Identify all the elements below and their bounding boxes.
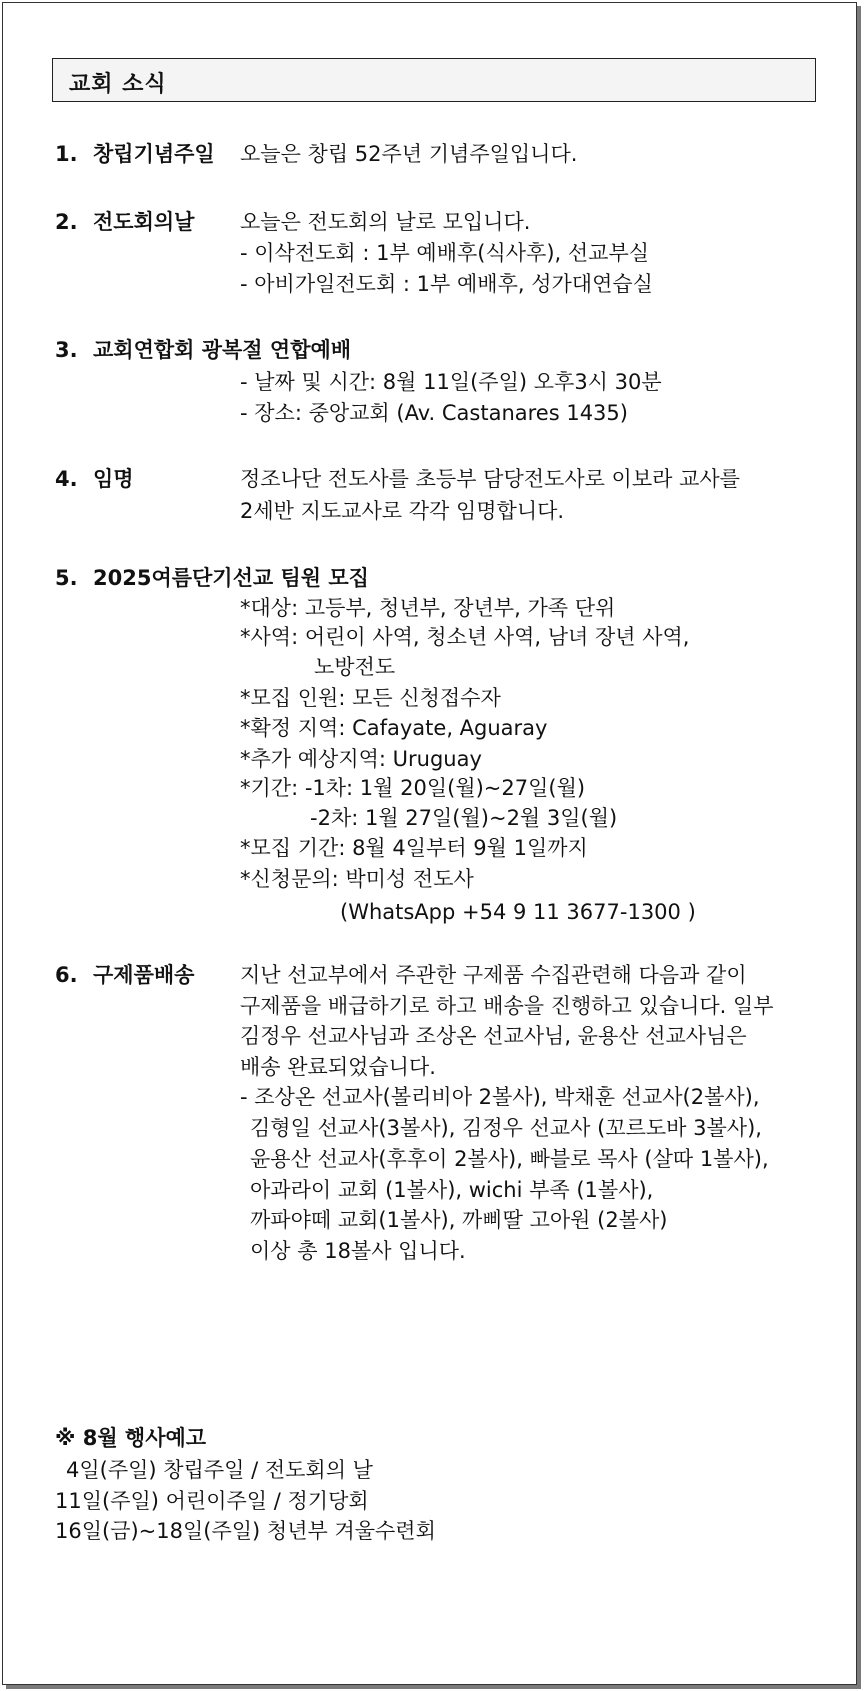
item-6-title: 구제품배송 [93,963,195,987]
item-5-line: *기간: -1차: 1월 20일(월)~27일(월) [240,776,586,800]
events-title: ※ 8월 행사예고 [55,1426,207,1450]
item-4-line: 정조나단 전도사를 초등부 담당전도사로 이보라 교사를 [240,467,740,491]
item-5-line: *모집 기간: 8월 4일부터 9월 1일까지 [240,836,588,860]
item-6-line: - 조상온 선교사(볼리비아 2볼사), 박채훈 선교사(2볼사), [240,1085,760,1109]
item-2-line: 오늘은 전도회의 날로 모입니다. [240,210,531,234]
item-6-line: 구제품을 배급하기로 하고 배송을 진행하고 있습니다. 일부 [240,994,774,1018]
item-5-line: 노방전도 [314,655,396,679]
item-3-line: - 날짜 및 시간: 8월 11일(주일) 오후3시 30분 [240,370,662,394]
item-5-line: *신청문의: 박미성 전도사 [240,867,474,891]
item-5-line: *대상: 고등부, 청년부, 장년부, 가족 단위 [240,596,616,620]
item-2-title: 전도회의날 [93,210,195,234]
item-1-title: 창립기념주일 [93,142,215,166]
item-6-line: 김정우 선교사님과 조상온 선교사님, 윤용산 선교사님은 [240,1024,747,1048]
item-2-number: 2. [55,210,78,234]
item-3-line: - 장소: 중앙교회 (Av. Castanares 1435) [240,401,628,425]
item-4-line: 2세반 지도교사로 각각 임명합니다. [240,499,565,523]
item-5-title: 2025여름단기선교 팀원 모집 [93,566,369,590]
item-5-line: *모집 인원: 모든 신청접수자 [240,686,501,710]
event-line: 11일(주일) 어린이주일 / 정기당회 [55,1489,369,1513]
item-5-number: 5. [55,566,78,590]
item-6-line: 아과라이 교회 (1볼사), wichi 부족 (1볼사), [250,1178,654,1202]
section-title: 교회 소식 [69,72,167,97]
item-6-line: 까파야떼 교회(1볼사), 까삐딸 고아원 (2볼사) [250,1208,668,1232]
item-6-line: 지난 선교부에서 주관한 구제품 수집관련해 다음과 같이 [240,963,747,987]
item-2-line: - 이삭전도회 : 1부 예배후(식사후), 선교부실 [240,241,650,265]
item-3-title: 교회연합회 광복절 연합예배 [93,338,352,362]
item-5-line: *추가 예상지역: Uruguay [240,747,482,771]
item-5-line: *확정 지역: Cafayate, Aguaray [240,716,548,740]
item-5-line: -2차: 1월 27일(월)~2월 3일(월) [310,806,618,830]
item-6-line: 김형일 선교사(3볼사), 김정우 선교사 (꼬르도바 3볼사), [250,1116,762,1140]
event-line: 4일(주일) 창립주일 / 전도회의 날 [66,1458,373,1482]
section-header [52,58,816,102]
item-6-line: 이상 총 18볼사 입니다. [250,1239,466,1263]
event-line: 16일(금)~18일(주일) 청년부 겨울수련회 [55,1519,436,1543]
item-1-number: 1. [55,142,78,166]
item-4-number: 4. [55,467,78,491]
item-4-title: 임명 [93,467,134,491]
item-3-number: 3. [55,338,78,362]
item-5-line: *사역: 어린이 사역, 청소년 사역, 남녀 장년 사역, [240,625,690,649]
item-6-number: 6. [55,963,78,987]
item-6-line: 윤용산 선교사(후후이 2볼사), 빠블로 목사 (살따 1볼사), [250,1147,769,1171]
item-5-line: (WhatsApp +54 9 11 3677-1300 ) [340,900,696,924]
item-1-line: 오늘은 창립 52주년 기념주일입니다. [240,142,578,166]
item-2-line: - 아비가일전도회 : 1부 예배후, 성가대연습실 [240,272,653,296]
item-6-line: 배송 완료되었습니다. [240,1055,436,1079]
